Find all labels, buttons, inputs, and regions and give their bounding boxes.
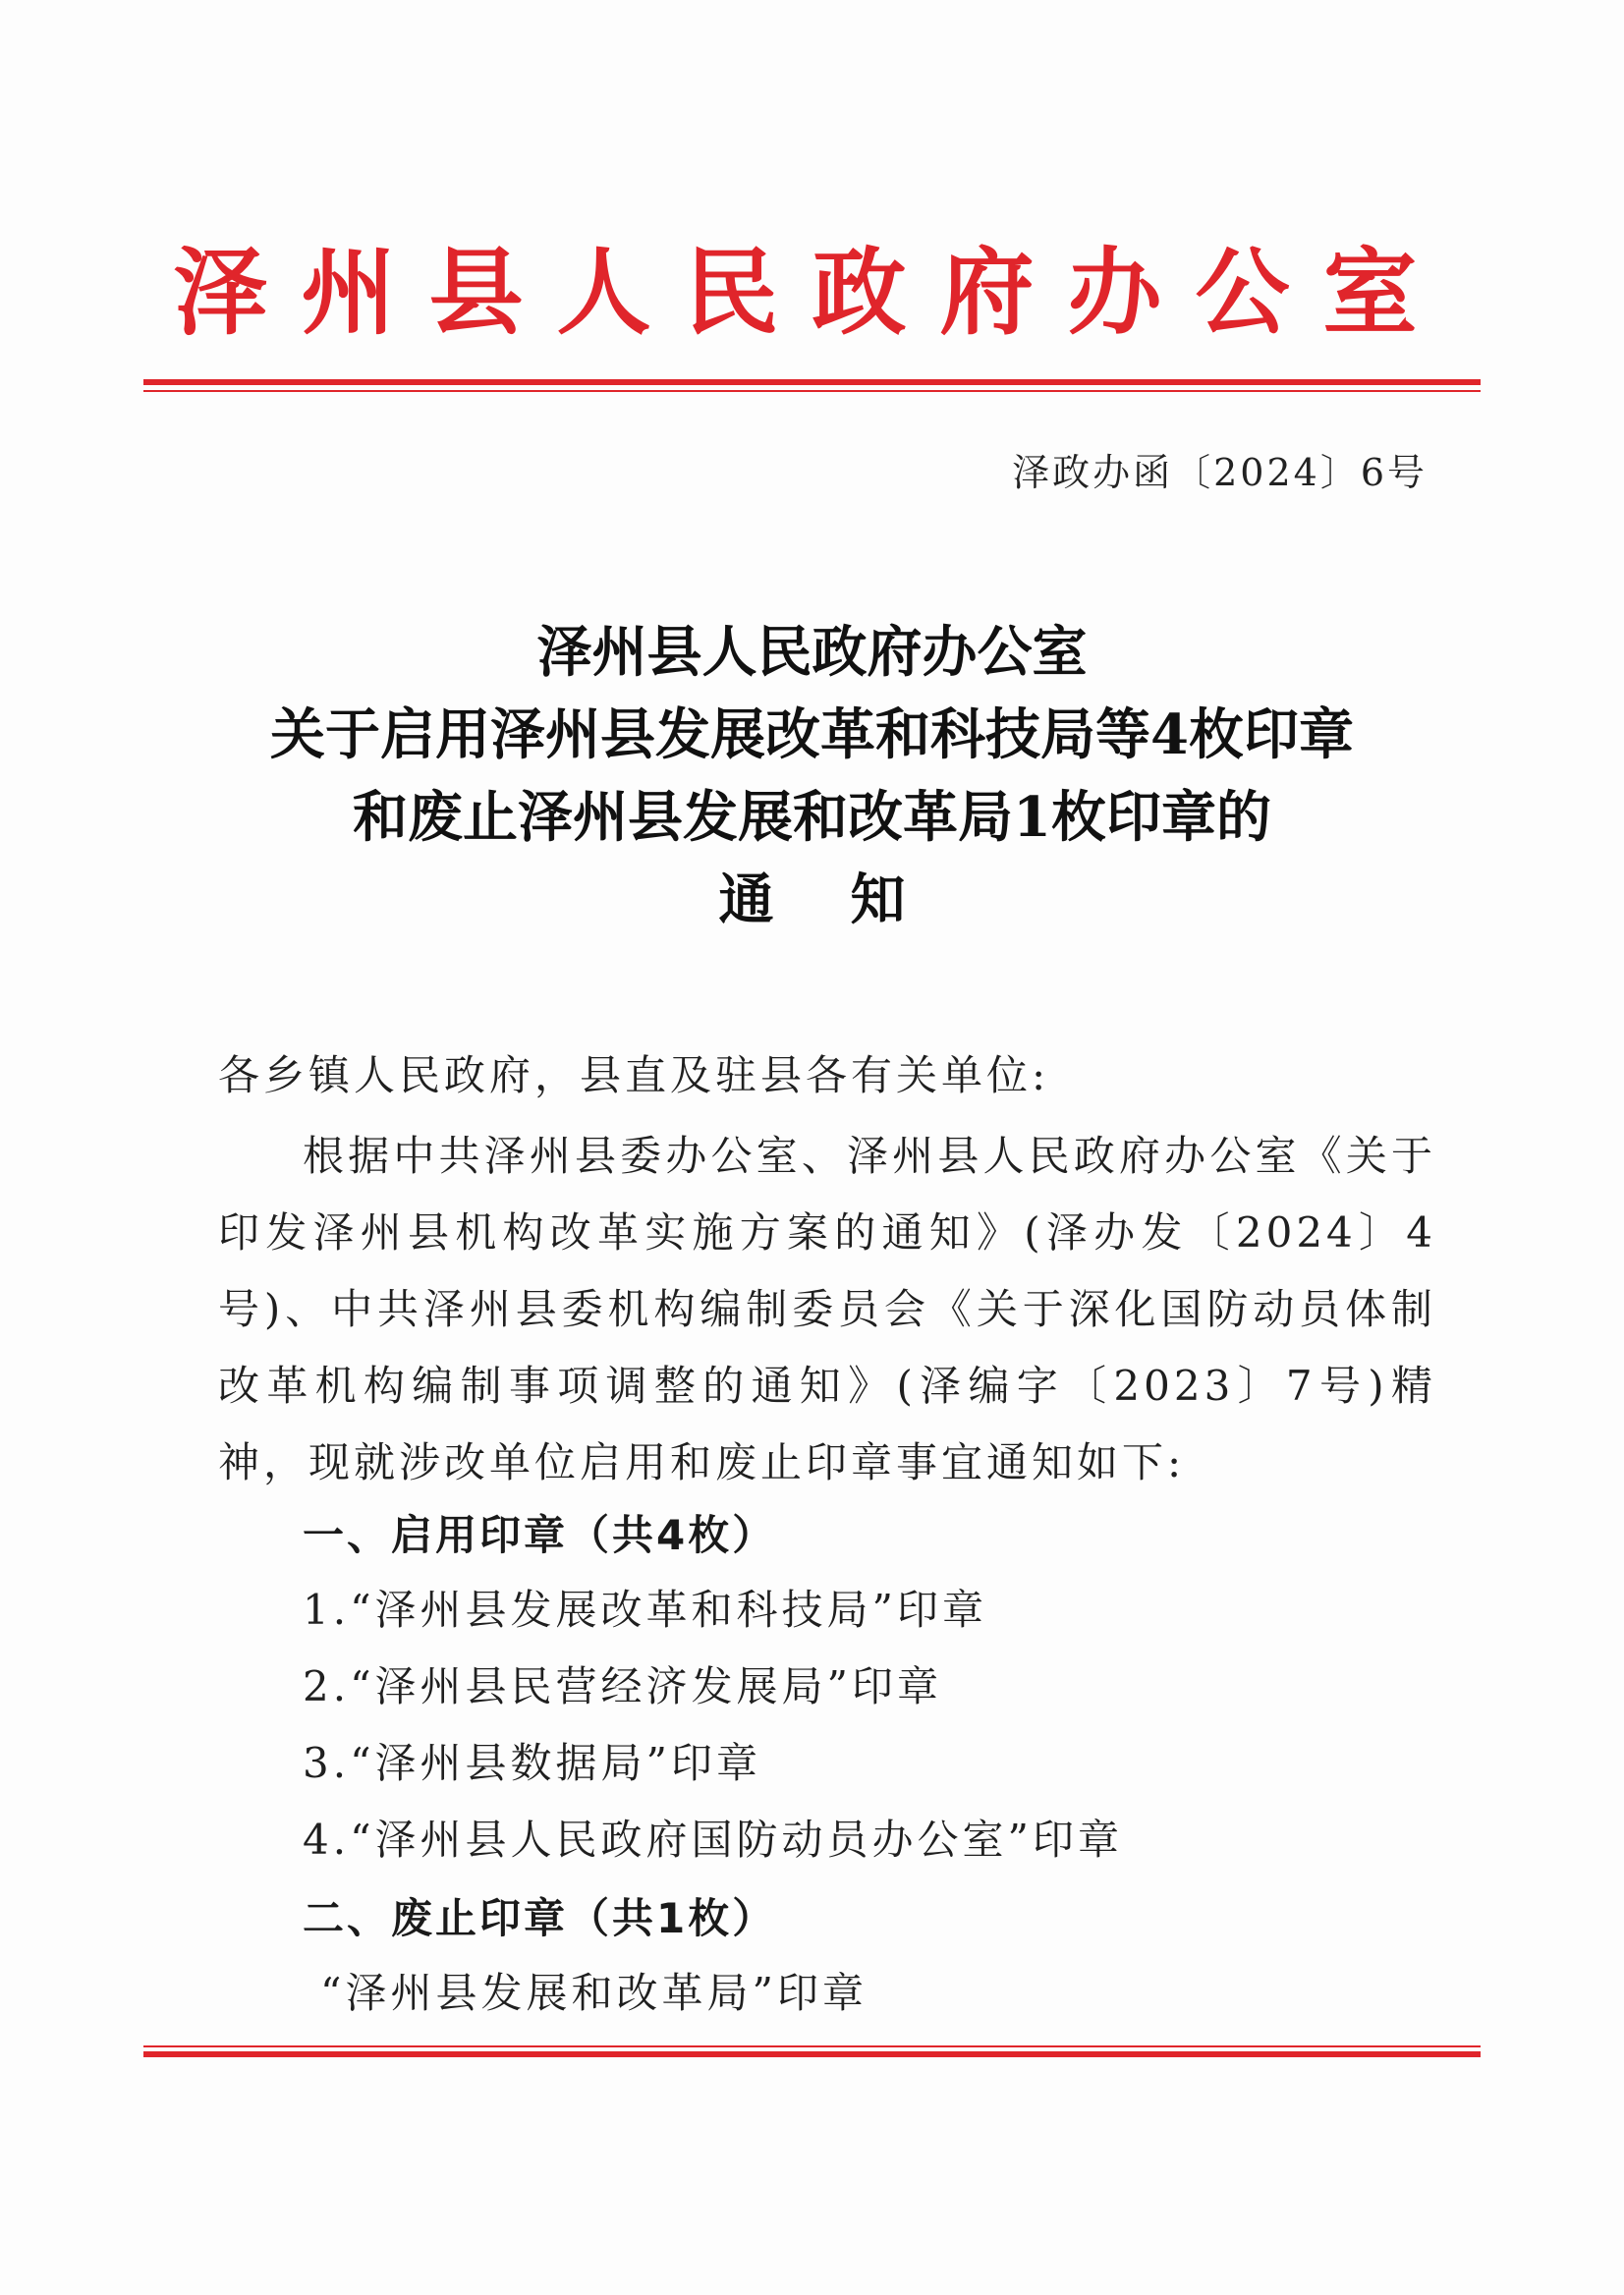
document-number: 泽政办函〔2024〕6号	[1012, 451, 1428, 494]
enable-list-item: 4.“泽州县人民政府国防动员办公室”印章	[303, 1816, 1124, 1864]
enable-list-item: 1.“泽州县发展改革和科技局”印章	[303, 1586, 988, 1634]
enable-list-item: 2.“泽州县民营经济发展局”印章	[303, 1662, 943, 1710]
title-line-2: 关于启用泽州县发展改革和科技局等4枚印章	[270, 702, 1354, 767]
red-separator-bottom-thick	[143, 2051, 1481, 2057]
salutation: 各乡镇人民政府，县直及驻县各有关单位:	[218, 1051, 1050, 1099]
title-line-1: 泽州县人民政府办公室	[536, 620, 1088, 685]
section-heading-abolish: 二、废止印章（共1枚）	[303, 1894, 777, 1942]
document-title	[167, 611, 1457, 941]
red-separator-top-thin	[143, 390, 1481, 392]
red-separator-top-thick	[143, 379, 1481, 385]
abolish-list-item: “泽州县发展和改革局”印章	[320, 1969, 868, 2017]
section-heading-enable: 一、启用印章（共4枚）	[303, 1511, 777, 1559]
issuing-authority-header: 泽州县人民政府办公室	[173, 237, 1451, 348]
title-line-notice: 通知	[718, 868, 982, 932]
body-paragraph: 根据中共泽州县委办公室、泽州县人民政府办公室《关于印发泽州县机构改革实施方案的通知》(泽办发〔2024〕4号)、中共泽州县委机构编制委员会《关于深化国防动员体制改革机构编制事项调整的通知》(泽编字〔2023〕7号)精神，现就涉改单位启用和废止印章事宜通知如下:	[218, 1132, 1436, 1486]
enable-list-item: 3.“泽州县数据局”印章	[303, 1739, 762, 1787]
title-line-3: 和废止泽州县发展和改革局1枚印章的	[353, 785, 1271, 850]
red-separator-bottom-thin	[143, 2045, 1481, 2047]
